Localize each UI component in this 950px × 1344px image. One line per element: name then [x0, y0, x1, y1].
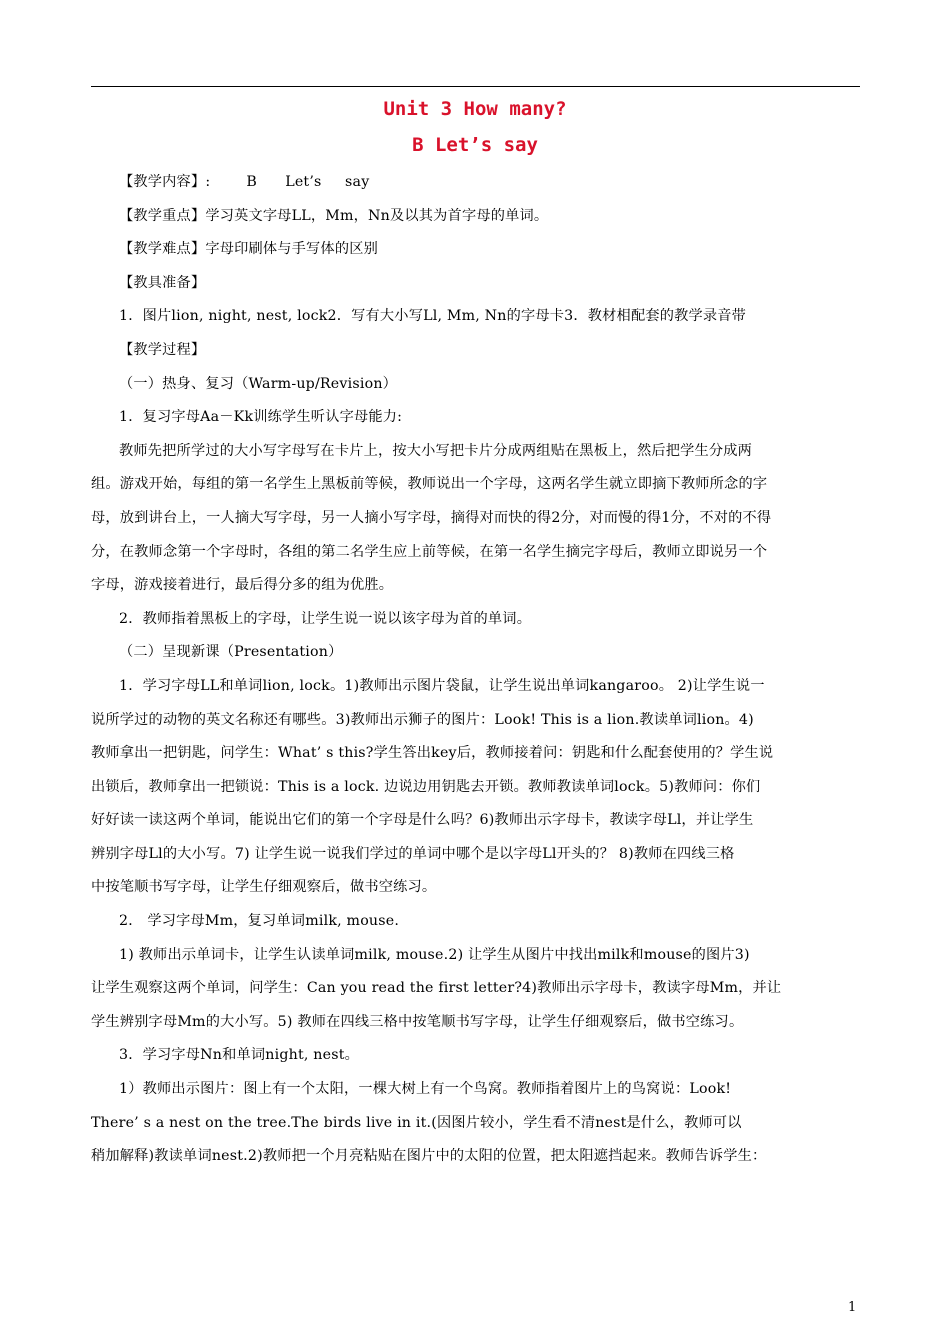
- text-line: 1．学习字母LL和单词lion, lock。1)教师出示图片袋鼠，让学生说出单词kangaroo。 2)让学生说一: [119, 677, 765, 694]
- text-line: 出锁后，教师拿出一把锁说：This is a lock. 边说边用钥匙去开锁。教师教读单词lock。5)教师问：你们: [91, 778, 761, 795]
- document-body: [91, 166, 861, 1174]
- text-line: 1）教师出示图片：图上有一个太阳，一棵大树上有一个鸟窝。教师指着图片上的鸟窝说：Look!: [119, 1081, 732, 1098]
- p1-paragraph: [91, 435, 861, 603]
- text-line: 辨别字母Ll的大小写。7) 让学生说一说我们学过的单词中哪个是以字母Ll开头的？ 8)教师在四线三格: [91, 845, 735, 862]
- focus-label: 【教学重点】: [119, 207, 206, 224]
- difficulty-label: 【教学难点】: [119, 241, 206, 258]
- p1-title: 1．复习字母Aa－Kk训练学生听认字母能力:: [119, 409, 403, 426]
- difficulty-line: [91, 233, 861, 267]
- focus-line: [91, 200, 861, 234]
- text-line: 教师先把所学过的大小写字母写在卡片上，按大小写把卡片分成两组贴在黑板上，然后把学生分成两: [119, 442, 753, 459]
- text-line: 分，在教师念第一个字母时，各组的第二名学生应上前等候，在第一名学生摘完字母后，教师立即说另一个: [91, 543, 768, 560]
- content-value: B Let’s say: [246, 174, 370, 190]
- p5-title: 3．学习字母Nn和单词night, nest。: [119, 1047, 359, 1064]
- document-title: Unit 3 How many?: [383, 98, 567, 120]
- text-line: 中按笔顺书写字母，让学生仔细观察后，做书空练习。: [91, 879, 437, 896]
- text-line: 稍加解释)教读单词nest.2)教师把一个月亮粘贴在图片中的太阳的位置，把太阳遮挡起来。教师告诉学生：: [91, 1148, 767, 1165]
- content-label: 【教学内容】:: [119, 174, 211, 190]
- part1-heading: （一）热身、复习（Warm-up/Revision）: [119, 375, 398, 392]
- text-line: There’ s a nest on the tree.The birds live in it.(因图片较小，学生看不清nest是什么，教师可以: [91, 1114, 742, 1131]
- p3-paragraph: [91, 670, 861, 905]
- document-subtitle: B Let’s say: [412, 134, 538, 156]
- text-line: 让学生观察这两个单词，问学生：Can you read the first letter?4)教师出示字母卡，教读字母Mm，并让: [91, 980, 782, 997]
- content-line: [91, 166, 861, 200]
- text-line: 1) 教师出示单词卡，让学生认读单词milk, mouse.2) 让学生从图片中找出milk和mouse的图片3): [119, 946, 750, 963]
- difficulty-value: 字母印刷体与手写体的区别: [205, 241, 378, 258]
- text-line: 母，放到讲台上，一人摘大写字母，另一人摘小写字母，摘得对而快的得2分，对而慢的得1分，不对的不得: [91, 509, 772, 526]
- part2-heading: （二）呈现新课（Presentation）: [119, 644, 343, 661]
- text-line: 好好读一读这两个单词，能说出它们的第一个字母是什么吗？6)教师出示字母卡，教读字母Ll，并让学生: [91, 812, 754, 829]
- text-line: 教师拿出一把钥匙，问学生：What’ s this?学生答出key后，教师接着问：钥匙和什么配套使用的？学生说: [91, 745, 774, 762]
- header-rule: [91, 86, 860, 87]
- materials-line: 1．图片lion, night, nest, lock2．写有大小写Ll, Mm, Nn的字母卡3．教材相配套的教学录音带: [119, 308, 747, 325]
- focus-value: 学习英文字母LL，Mm，Nn及以其为首字母的单词。: [205, 207, 549, 224]
- p4-title: 2． 学习字母Mm，复习单词milk, mouse.: [119, 913, 400, 930]
- p4-paragraph: [91, 939, 861, 1040]
- text-line: 组。游戏开始，每组的第一名学生上黑板前等候，教师说出一个字母，这两名学生就立即摘下教师所念的字: [91, 476, 768, 493]
- materials-heading: 【教具准备】: [119, 274, 206, 291]
- p5-paragraph: [91, 1073, 861, 1174]
- text-line: 字母，游戏接着进行，最后得分多的组为优胜。: [91, 577, 394, 594]
- text-line: 说所学过的动物的英文名称还有哪些。3)教师出示狮子的图片：Look! This is a lion.教读单词lion。4): [91, 711, 754, 728]
- process-heading: 【教学过程】: [119, 341, 206, 358]
- page-number: 1: [848, 1300, 857, 1315]
- p2-line: 2．教师指着黑板上的字母，让学生说一说以该字母为首的单词。: [119, 610, 532, 627]
- text-line: 学生辨别字母Mm的大小写。5) 教师在四线三格中按笔顺书写字母，让学生仔细观察后，做书空练习。: [91, 1013, 744, 1030]
